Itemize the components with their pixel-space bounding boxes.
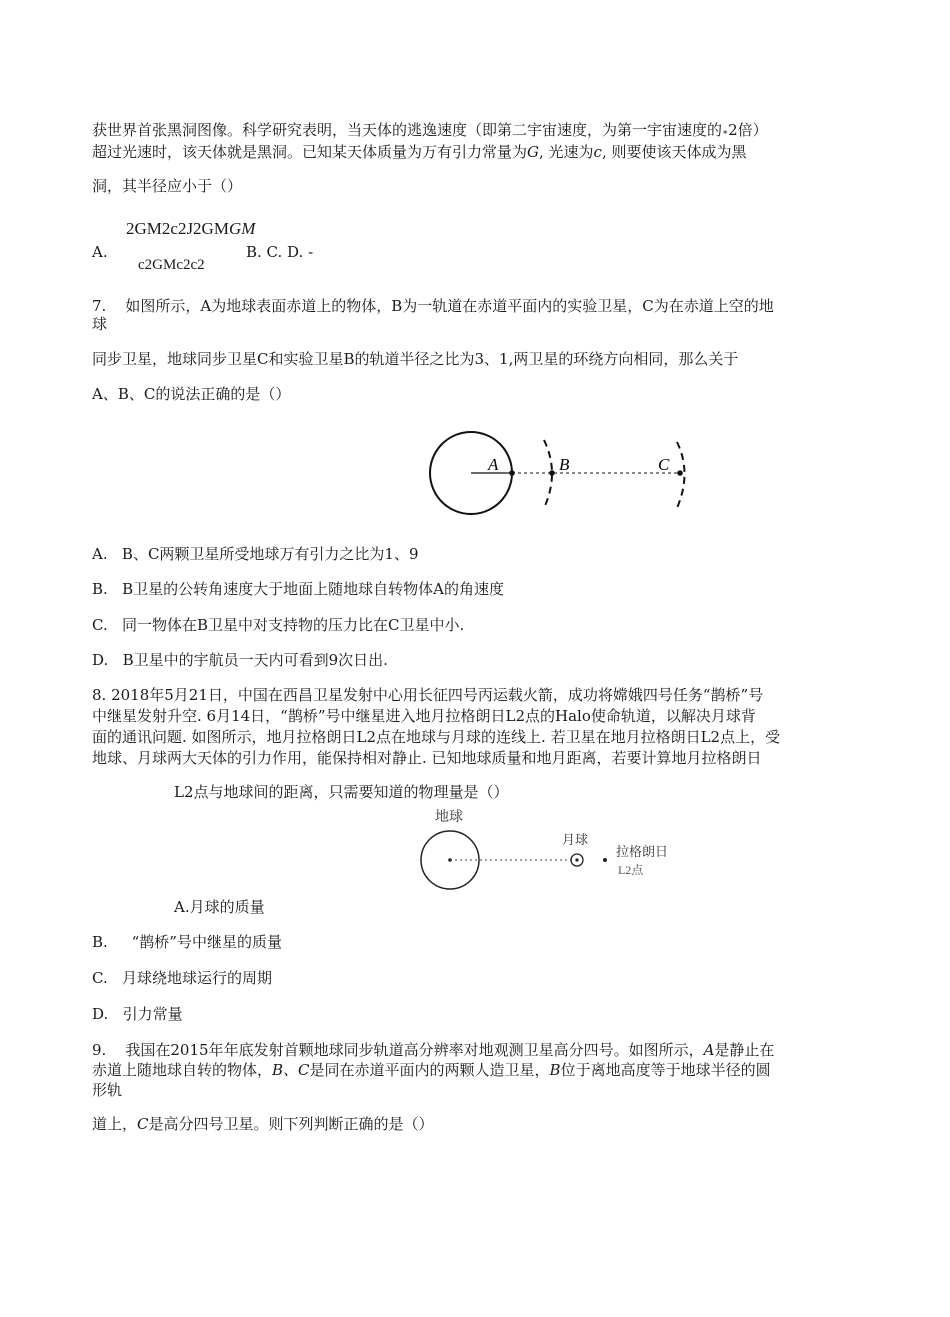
q9-symbol-a: A — [703, 1041, 715, 1059]
q8-line-4: 地球、月球两大天体的引力作用，能保持相对静止. 已知地球质量和地月距离，若要计算地月拉格朗日 — [92, 749, 762, 767]
intro-text-2a: 超过光速时，该天体就是黑洞。已知某天体质量为万有引力常量为 — [92, 143, 528, 161]
q9-symbol-c: C — [137, 1115, 149, 1133]
q9-line-3: 形轨 — [92, 1081, 123, 1099]
options-formula-bottom: c2GMc2c2 — [138, 257, 205, 273]
q8-option-d-key: D. — [92, 1005, 109, 1023]
q8-line-3: 面的通讯问题. 如图所示，地月拉格朗日L2点在地球与月球的连线上. 若卫星在地月拉格朗日L2点上，受 — [92, 728, 781, 746]
q9-number: 9. — [92, 1041, 107, 1059]
orbit-diagram — [420, 428, 700, 518]
q8-option-d-text: 引力常量 — [122, 1005, 183, 1023]
q9-text-2a: 赤道上随地球自转的物体， — [92, 1061, 273, 1079]
q8-line-1: 8. 2018年5月21日，中国在西昌卫星发射中心用长征四号丙运载火箭，成功将嫦娥四号任务“鹊桥”号 — [92, 686, 764, 704]
q9-text-2b: 是同在赤道平面内的两颗人造卫星， — [309, 1061, 550, 1079]
symbol-c: c — [593, 143, 602, 161]
option-label-a: A. — [92, 243, 108, 261]
q9-text-1b: 是静止在 — [714, 1041, 775, 1059]
q9-symbol-bc: B、C — [272, 1061, 310, 1079]
formula-top-text: 2GM2c2J2GM — [126, 219, 229, 238]
q7-option-d — [92, 650, 388, 670]
q7-option-b-key: B. — [92, 580, 108, 598]
formula-top-italic: GM — [228, 219, 256, 238]
point-c — [677, 470, 683, 476]
q8-option-d — [92, 1004, 183, 1024]
q7-option-c-text: 同一物体在B卫星中对支持物的压力比在C卫星中小. — [122, 616, 465, 634]
q7-option-c — [92, 615, 464, 635]
q8-option-a-text: 月球的质量 — [189, 898, 265, 916]
q8-option-c — [92, 968, 272, 988]
q7-option-d-text: B卫星中的宇航员一天内可看到9次日出. — [122, 651, 388, 669]
intro-line-2 — [92, 142, 747, 162]
q7-option-b-text: B卫星的公转角速度大于地面上随地球自转物体A的角速度 — [122, 580, 504, 598]
intro-text-1: 获世界首张黑洞图像。科学研究表明，当天体的逃逸速度（即第二宇宙速度，为第一宇宙速度的 — [92, 121, 723, 139]
q8-option-c-text: 月球绕地球运行的周期 — [122, 969, 273, 987]
q7-line-3: A、B、C的说法正确的是（） — [92, 385, 291, 403]
label-c: C — [658, 455, 670, 474]
q8-line-2: 中继星发射升空. 6月14日，“鹊桥”号中继星进入地月拉格朗日L2点的Halo使命轨道，以解决月球背 — [92, 707, 756, 725]
option-labels-bcd: B. C. D. - — [246, 243, 314, 261]
q9-symbol-b: B — [549, 1061, 561, 1079]
q8-option-b — [92, 932, 282, 952]
q7-option-d-key: D. — [92, 651, 109, 669]
q9-text-4a: 道上， — [92, 1115, 138, 1133]
q8-option-c-key: C. — [92, 969, 108, 987]
q8-option-a-key: A. — [174, 898, 190, 916]
q8-option-b-text: “鹊桥”号中继星的质量 — [131, 933, 282, 951]
q7-line-1 — [92, 296, 774, 316]
q7-line-2: 同步卫星，地球同步卫星C和实验卫星B的轨道半径之比为3、1,两卫星的环绕方向相同，那么关于 — [92, 350, 739, 368]
q9-text-1a: 我国在2015年年底发射首颗地球同步轨道高分辨率对地观测卫星高分四号。如图所示， — [125, 1041, 704, 1059]
moon-label: 月球 — [562, 832, 589, 847]
q9-text-4b: 是高分四号卫星。则下列判断正确的是（） — [148, 1115, 434, 1133]
label-b: B — [559, 455, 570, 474]
lagrange-point — [603, 858, 607, 862]
q9-line-1 — [92, 1040, 774, 1060]
q7-text-1: 如图所示，A为地球表面赤道上的物体，B为一轨道在赤道平面内的实验卫星，C为在赤道上空的地 — [125, 297, 774, 315]
q8-option-b-key: B. — [92, 933, 108, 951]
lagrange-diagram — [405, 800, 705, 895]
intro-line-1 — [92, 120, 768, 143]
moon-center-dot — [575, 858, 578, 861]
q7-line-1b: 球 — [92, 315, 108, 333]
q8-option-a — [174, 897, 265, 917]
intro-text-2c: , 则要使该天体成为黑 — [601, 143, 747, 161]
intro-line-3: 洞，其半径应小于（） — [92, 177, 243, 195]
earth-label: 地球 — [435, 810, 463, 825]
intro-text-1-tail: ∗2倍） — [722, 121, 768, 139]
q7-option-a-text: B、C两颗卫星所受地球万有引力之比为1、9 — [121, 545, 419, 563]
symbol-g: G — [527, 143, 539, 161]
q7-option-b — [92, 579, 504, 599]
q8-line-5: L2点与地球间的距离，只需要知道的物理量是（） — [174, 783, 509, 801]
q7-option-a-key: A. — [92, 545, 108, 563]
q9-line-4 — [92, 1114, 434, 1134]
q9-line-2 — [92, 1060, 771, 1080]
lagrange-label: 拉格朗日 — [616, 844, 669, 859]
point-a — [509, 470, 515, 476]
q7-option-a — [92, 544, 419, 564]
options-formula-top — [126, 219, 255, 239]
intro-text-2b: , 光速为 — [539, 143, 594, 161]
label-a: A — [488, 455, 499, 474]
l2-label: L2点 — [618, 863, 644, 877]
q7-option-c-key: C. — [92, 616, 108, 634]
q7-number: 7. — [92, 297, 107, 315]
q9-text-2c: 位于离地高度等于地球半径的圆 — [560, 1061, 771, 1079]
